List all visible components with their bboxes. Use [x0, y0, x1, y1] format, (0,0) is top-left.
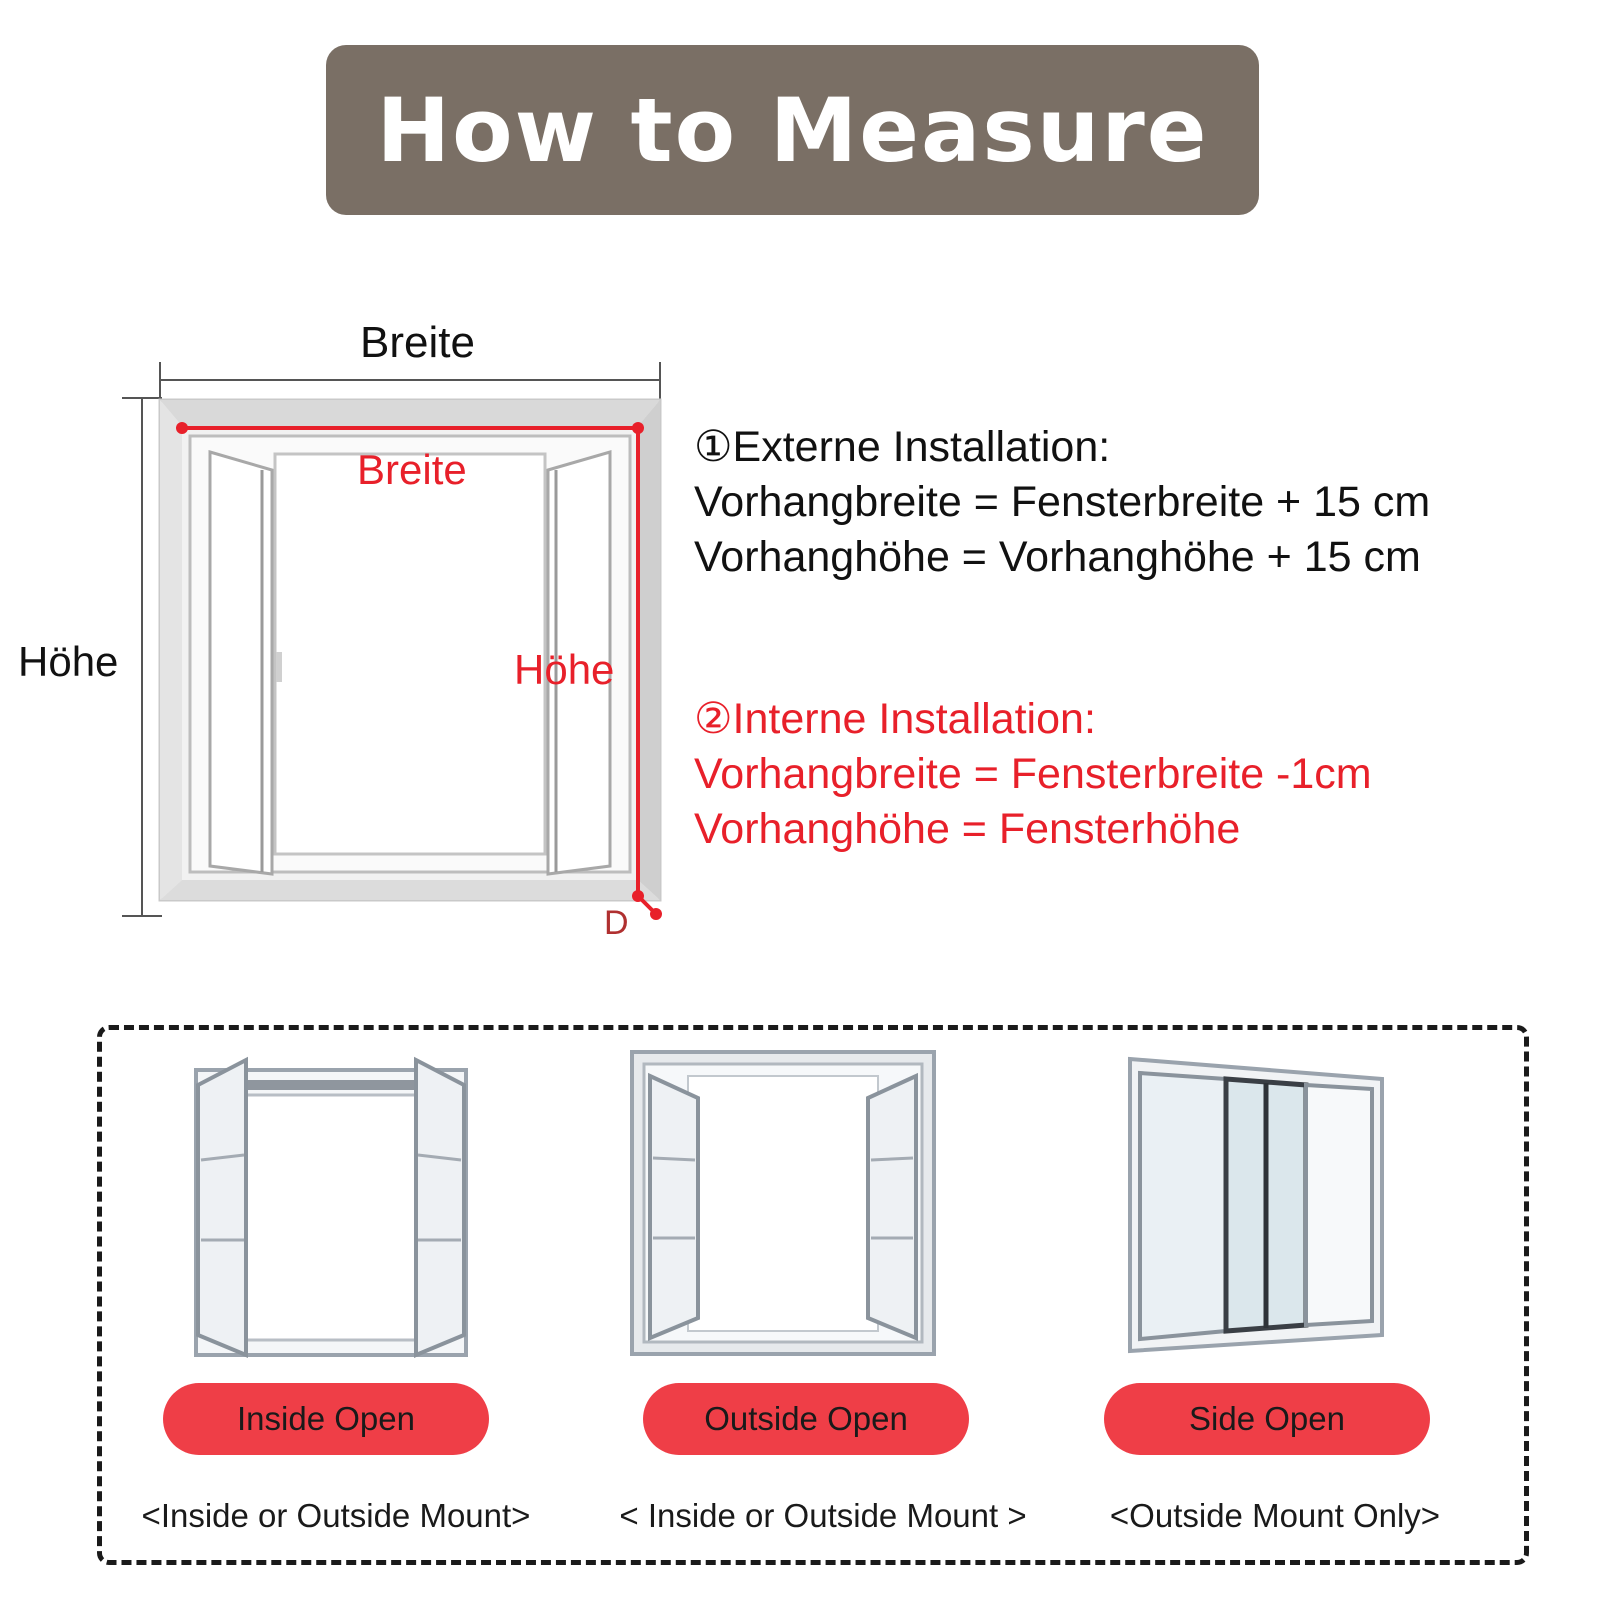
- red-point-corner: [650, 908, 662, 920]
- win2-left-bar-1: [653, 1158, 695, 1160]
- win1-glass: [241, 1095, 421, 1340]
- inner-height-label: Höhe: [514, 646, 615, 693]
- win3-left-pane: [1140, 1073, 1226, 1339]
- win1-left-sash: [198, 1060, 246, 1355]
- outer-width-label: Breite: [360, 318, 475, 367]
- internal-installation-block: [694, 692, 1372, 857]
- external-heading: ①Externe Installation:: [694, 423, 1111, 471]
- red-point-top-left: [176, 422, 188, 434]
- outside-open-window-illustration: [628, 1048, 938, 1360]
- inside-open-window-illustration: [186, 1050, 476, 1360]
- window-recess-bottom: [160, 880, 660, 900]
- window-handle: [276, 652, 282, 682]
- red-point-bottom-right: [632, 890, 644, 902]
- internal-height-formula: Vorhanghöhe = Fensterhöhe: [694, 805, 1241, 853]
- inside-open-button[interactable]: Inside Open: [163, 1383, 489, 1455]
- side-open-mount-label: <Outside Mount Only>: [1109, 1497, 1441, 1534]
- outside-open-mount-label: < Inside or Outside Mount >: [619, 1497, 1027, 1534]
- win1-right-sash: [416, 1060, 464, 1355]
- external-installation-block: [694, 420, 1430, 585]
- red-point-top-right: [632, 422, 644, 434]
- external-width-formula: Vorhangbreite = Fensterbreite + 15 cm: [694, 478, 1431, 526]
- window-recess-right: [638, 400, 660, 900]
- page-title: How to Measure: [376, 78, 1209, 182]
- win2-right-sash: [868, 1076, 916, 1338]
- win3-right-pane: [1306, 1085, 1372, 1325]
- side-open-window-illustration: [1126, 1055, 1386, 1355]
- outer-height-label: Höhe: [18, 638, 119, 685]
- inner-width-label: Breite: [357, 446, 467, 493]
- win2-left-sash: [650, 1076, 698, 1338]
- internal-width-formula: Vorhangbreite = Fensterbreite -1cm: [694, 750, 1372, 798]
- side-open-button[interactable]: Side Open: [1104, 1383, 1430, 1455]
- window-glass-area: [275, 454, 545, 854]
- external-height-formula: Vorhanghöhe = Vorhanghöhe + 15 cm: [694, 533, 1421, 581]
- window-measure-diagram: [0, 0, 700, 960]
- inside-open-mount-label: <Inside or Outside Mount>: [141, 1497, 531, 1534]
- internal-heading: ②Interne Installation:: [694, 695, 1096, 743]
- outside-open-button[interactable]: Outside Open: [643, 1383, 969, 1455]
- win2-right-bar-1: [871, 1158, 913, 1160]
- win1-top-bar: [236, 1080, 426, 1090]
- win2-glass: [688, 1076, 878, 1331]
- corner-label: D: [604, 904, 629, 942]
- window-recess-top: [160, 400, 660, 426]
- window-recess-left: [160, 400, 182, 900]
